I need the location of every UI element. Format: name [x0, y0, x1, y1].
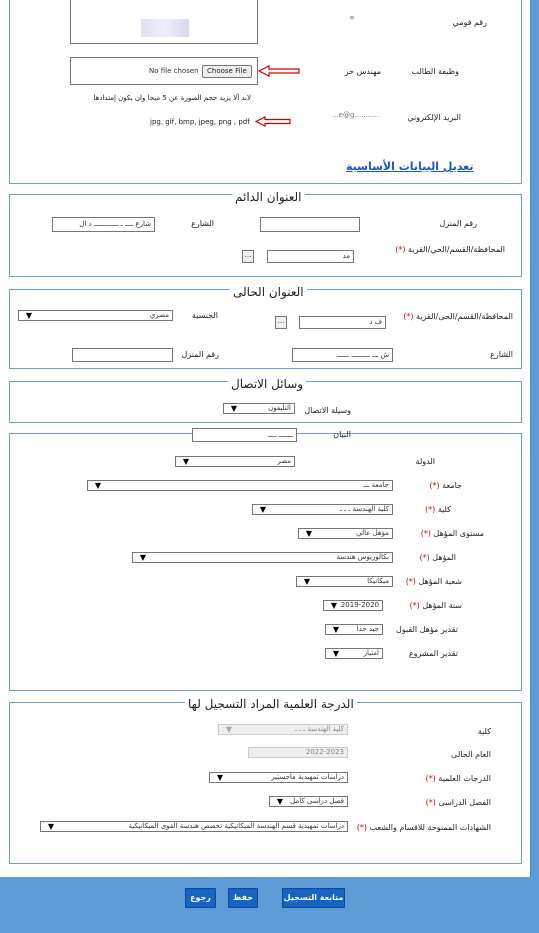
nationality-select[interactable]: مصري ▼ [18, 310, 173, 321]
qual-level-label: مستوى المؤهل (*) [420, 529, 484, 538]
street-input[interactable]: شارع ــــ ـ ــــــــــــ د ال [52, 217, 155, 232]
current-year-label: العام الحالى [451, 750, 491, 759]
faculty-select[interactable]: كلية الهندسة ـ ـ ـ ▼ [252, 504, 393, 515]
qual-year-select[interactable]: 2019-2020 ▼ [323, 600, 383, 611]
permanent-address-title: العنوان الدائم [232, 190, 305, 204]
national-id-value [350, 16, 354, 19]
semester-select[interactable]: فصل دراسى كامل ▼ [269, 796, 348, 807]
basic-data-section [9, 0, 522, 184]
chevron-down-icon: ▼ [25, 311, 32, 320]
certificates-select[interactable]: دراسات تمهيدية قسم الهندسة الميكانيكية تخصص هندسة القوى الميكانيكية ▼ [40, 821, 348, 832]
project-grade-label: تقدير المشروع [408, 649, 458, 658]
governorate-label: المحافظة/القسم/الحي/القرية (*) [395, 245, 505, 254]
chevron-down-icon: ▼ [94, 481, 101, 490]
faculty-label: كلية (*) [425, 505, 451, 514]
current-street-label: الشارع [490, 350, 513, 359]
project-grade-select[interactable]: امتياز ▼ [325, 648, 383, 659]
continue-registration-button[interactable]: متابعة التسجيل [282, 888, 345, 908]
national-id-label: رقم قومي [452, 18, 487, 27]
semester-label: الفصل الدراسى (*) [425, 798, 491, 807]
degree-section [9, 697, 522, 864]
current-street-input[interactable]: ش ـــ ـــــــــ ــــــ [292, 348, 393, 362]
degree-faculty-label: كلية [477, 727, 491, 736]
arrow-icon [258, 65, 300, 77]
chevron-down-icon: ▼ [225, 725, 232, 734]
street-label: الشارع [191, 219, 214, 228]
qual-branch-label: شعبة المؤهل (*) [405, 577, 462, 586]
chevron-down-icon: ▼ [276, 797, 283, 806]
qual-branch-select[interactable]: ميكانيكا ▼ [296, 576, 393, 587]
degree-title: الدرجة العلمية المراد التسجيل لها [185, 697, 357, 711]
chevron-down-icon: ▼ [182, 457, 189, 466]
qual-year-label: سنة المؤهل (*) [409, 601, 462, 610]
photo-placeholder [141, 19, 189, 37]
degrees-label: الدرجات العلمية (*) [425, 774, 491, 783]
contact-section [9, 377, 522, 423]
required-mark: (*) [395, 245, 406, 254]
current-year-field: 2022-2023 [248, 747, 348, 758]
house-number-input[interactable] [260, 217, 360, 232]
permanent-address-section [9, 190, 522, 277]
chevron-down-icon: ▼ [230, 404, 237, 413]
save-button[interactable]: حفظ [228, 888, 258, 908]
job-label: وظيفة الطالب [411, 67, 459, 76]
country-select[interactable]: مصر ▼ [175, 456, 295, 467]
university-label: جامعة (*) [429, 481, 462, 490]
file-status: No file chosen [149, 67, 199, 75]
university-select[interactable]: جامعة ـــ ▼ [87, 480, 393, 491]
chevron-down-icon: ▼ [332, 649, 339, 658]
chevron-down-icon: ▼ [259, 505, 266, 514]
chevron-down-icon: ▼ [330, 601, 337, 610]
contact-title: وسائل الاتصال [228, 377, 306, 391]
contact-data-label: البيان [333, 430, 351, 439]
current-address-title: العنوان الحالى [230, 285, 307, 299]
email-value: ...e@g........... [332, 111, 379, 119]
current-governorate-browse-button[interactable]: ... [275, 316, 287, 329]
governorate-input[interactable]: مد [267, 250, 354, 263]
contact-method-select[interactable]: التليفون ▼ [223, 403, 295, 414]
qualification-label: المؤهل (*) [419, 553, 456, 562]
chevron-down-icon: ▼ [303, 577, 310, 586]
house-number-label: رقم المنزل [439, 219, 477, 228]
footer-bar [0, 877, 539, 933]
choose-file-button[interactable]: Choose File [202, 65, 252, 78]
arrow-icon [255, 116, 291, 127]
current-house-input[interactable] [72, 348, 173, 362]
size-hint: لابد ألا يزيد حجم الصورة عن 5 ميجا وان يكون إمتدادها [93, 94, 251, 102]
photo-preview [70, 0, 258, 44]
qual-level-select[interactable]: مؤهل عالي ▼ [298, 528, 393, 539]
nationality-label: الجنسية [191, 311, 218, 320]
contact-data-input[interactable]: ـــــــ ــــ [192, 428, 297, 442]
contact-method-label: وسيلة الاتصال [304, 406, 351, 415]
governorate-browse-button[interactable]: ... [242, 250, 254, 263]
chevron-down-icon: ▼ [216, 773, 223, 782]
ext-hint: jpg, gif, bmp, jpeg, png , pdf [150, 118, 250, 126]
certificates-label: الشهادات الممنوحة للاقسام والشعب (*) [356, 823, 491, 832]
admission-grade-select[interactable]: جيد جدا ▼ [325, 624, 383, 635]
admission-grade-label: تقدير مؤهل القبول [396, 625, 458, 634]
current-governorate-label: المحافظة/القسم/الحى/القرية (*) [403, 312, 513, 321]
degrees-select[interactable]: دراسات تمهيدية ماجستير ▼ [209, 772, 348, 783]
chevron-down-icon: ▼ [332, 625, 339, 634]
edit-basic-data-link[interactable]: تعديل البيانات الأساسية [346, 160, 474, 173]
country-label: الدولة [415, 457, 435, 466]
chevron-down-icon: ▼ [139, 553, 146, 562]
chevron-down-icon: ▼ [47, 822, 54, 831]
required-mark: (*) [403, 312, 414, 321]
qualification-section [9, 430, 522, 691]
qualification-select[interactable]: بكالوريوس هندسة ▼ [132, 552, 393, 563]
current-house-label: رقم المنزل [181, 350, 219, 359]
current-governorate-input[interactable]: ف د [299, 316, 386, 329]
chevron-down-icon: ▼ [305, 529, 312, 538]
email-label: البريد الإلكتروني [407, 113, 461, 122]
back-button[interactable]: رجوع [185, 888, 216, 908]
job-value: مهندس حر [344, 67, 381, 76]
degree-faculty-select: كلية الهندسة ـ ـ ـ ▼ [218, 724, 348, 735]
file-upload[interactable] [70, 57, 258, 85]
current-address-section [9, 285, 522, 369]
